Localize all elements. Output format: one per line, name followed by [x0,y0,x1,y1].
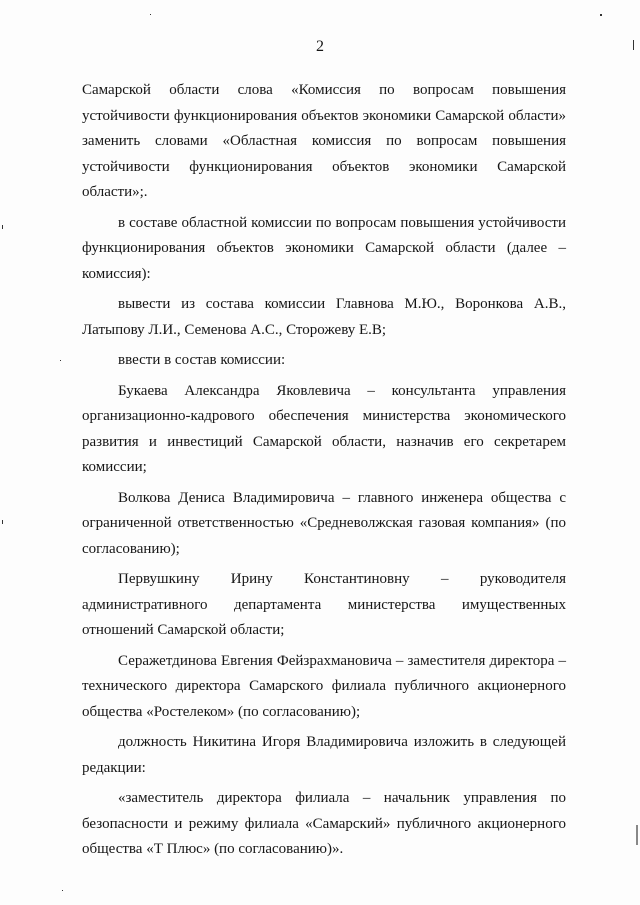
scan-speck [633,40,634,50]
text-line: Первушкину Ирину Константиновну – руководителя [118,571,566,587]
text-line: отношений Самарской области; [82,622,285,638]
paragraph-nikitin-new-title [82,786,566,863]
text-line: административного департамента министерства имущественных [82,596,566,613]
text-line: функционирования объектов экономики Самарской области (далее – [82,240,566,256]
paragraph-member-serazhetdinov [82,649,566,726]
scan-edge [636,825,638,845]
paragraph-member-volkov [82,486,566,563]
text-line: комиссии; [82,459,147,475]
text-line: Латыпову Л.И., Семенова А.С., Сторожеву Е.В; [82,321,387,338]
text-line: безопасности и режиму филиала «Самарский» публичного акционерного [82,815,566,832]
text-line: вывести из состава комиссии Главнова М.Ю., Воронкова А.В., [118,296,566,312]
scan-speck [2,520,3,524]
text-line: Серажетдинова Евгения Фейзрахмановича – заместителя директора – [118,652,566,669]
text-line: «заместитель директора филиала – начальник управления по [118,790,566,806]
paragraph-nikitin-position [82,730,566,781]
text-line: общества «Т Плюс» (по согласованию)». [82,841,344,857]
text-line: развития и инвестиций Самарской области, назначив его секретарем [82,433,566,450]
text-line: в составе областной комиссии по вопросам повышения устойчивости [118,214,566,231]
scan-speck [62,890,63,891]
scan-speck [150,14,151,15]
scan-speck [60,360,61,361]
text-line: области»;. [82,184,148,200]
text-line: комиссия): [82,265,151,282]
document-body [82,78,566,868]
paragraph-member-bukaev [82,379,566,481]
paragraph-member-pervushkina [82,567,566,644]
text-line: устойчивости функционирования объектов экономики Самарской [82,158,566,175]
scan-speck [2,225,3,229]
text-line: согласованию); [82,540,180,557]
text-line: заменить словами «Областная комиссия по вопросам повышения [82,133,566,149]
text-line: редакции: [82,759,146,776]
scan-speck [600,14,602,16]
paragraph-add-members-heading [82,348,566,374]
text-line: ограниченной ответственностью «Средневолжская газовая компания» (по [82,515,566,531]
text-line: организационно-кадрового обеспечения министерства экономического [82,408,566,424]
paragraph-commission-composition [82,211,566,288]
text-line: ввести в состав комиссии: [118,352,286,368]
text-line: Волкова Дениса Владимировича – главного инженера общества с [118,489,566,506]
text-line: общества «Ростелеком» (по согласованию); [82,703,361,720]
page-number: 2 [316,38,324,55]
paragraph-remove-members [82,292,566,343]
text-line: Самарской области слова «Комиссия по вопросам повышения [82,82,566,98]
text-line: устойчивости функционирования объектов экономики Самарской области» [82,107,566,124]
text-line: технического директора Самарского филиала публичного акционерного [82,678,566,694]
text-line: Букаева Александра Яковлевича – консультанта управления [118,382,566,399]
paragraph-renaming-commission [82,78,566,206]
text-line: должность Никитина Игоря Владимировича изложить в следующей [118,734,566,750]
